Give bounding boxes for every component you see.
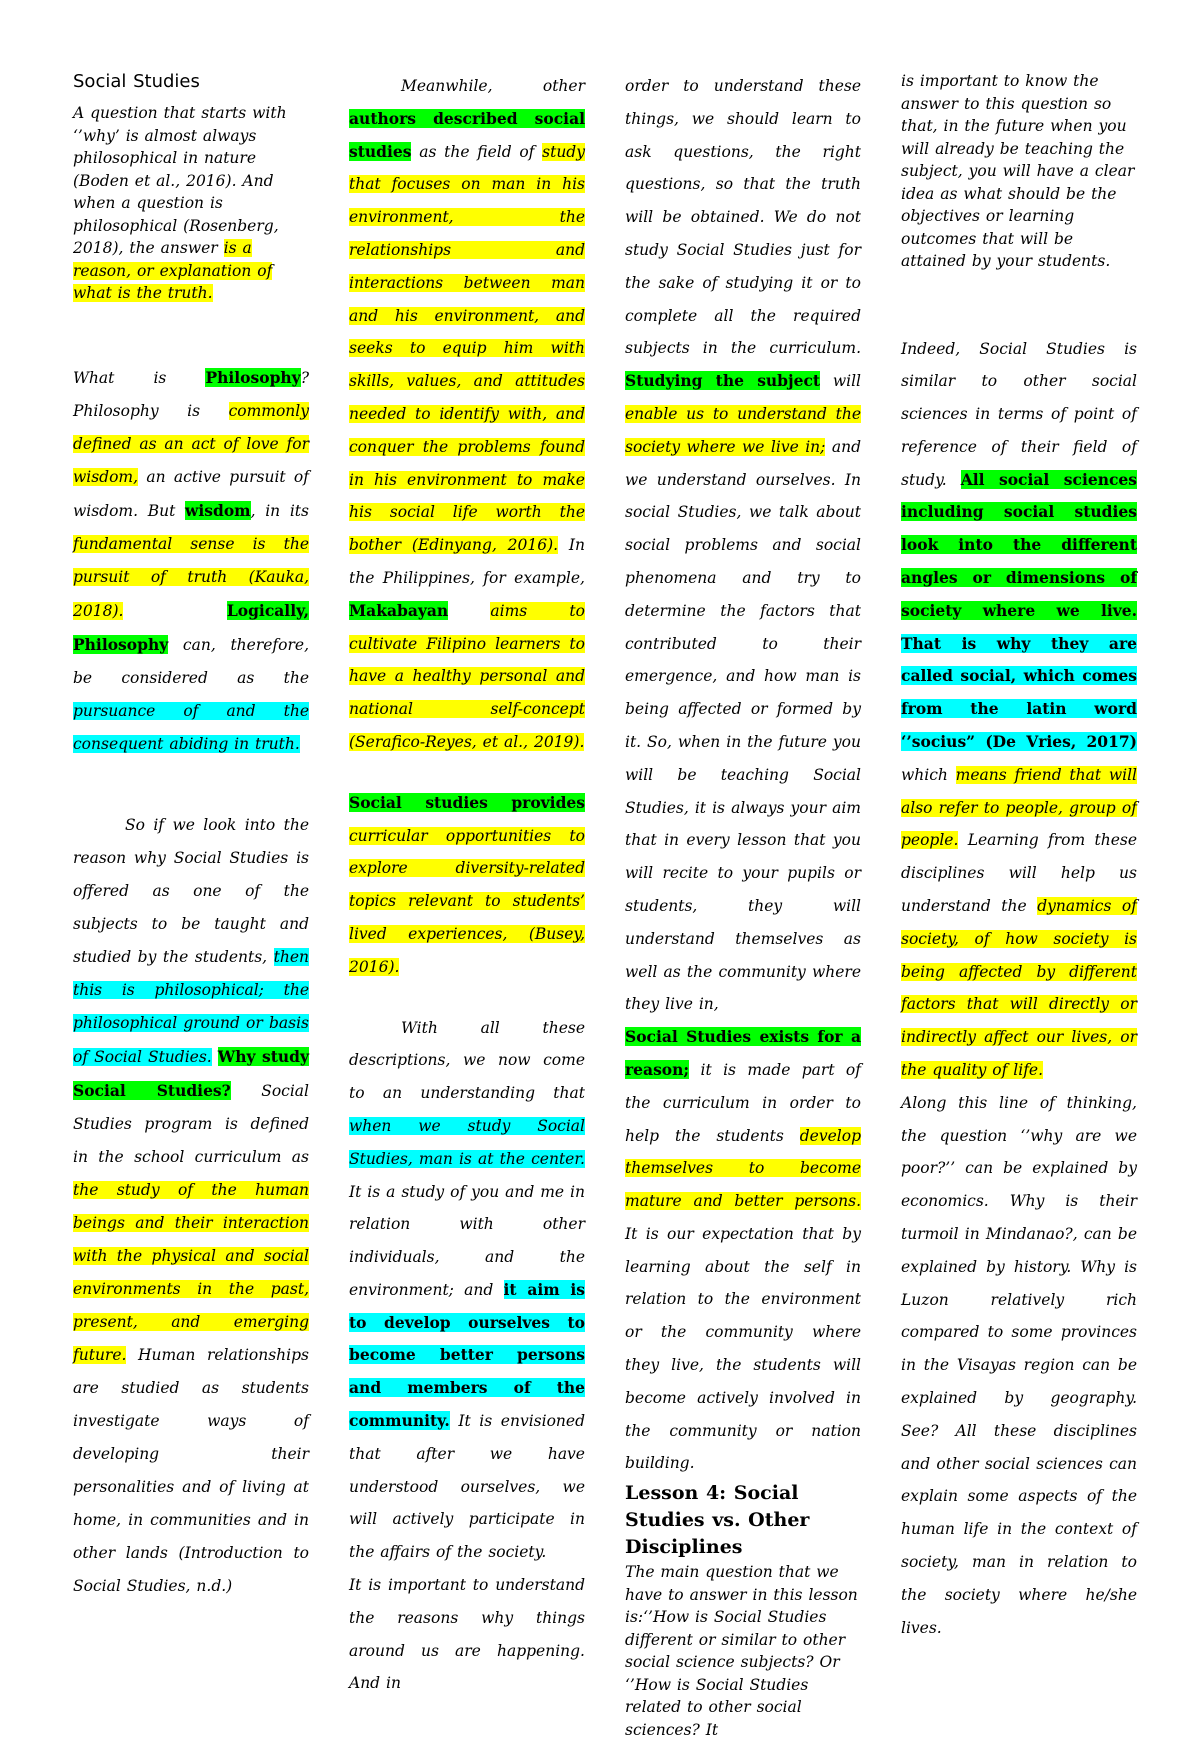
text-run: It is a study of you and me in relation with other individuals, and the environment; and: [349, 1182, 585, 1299]
text-run: is important to know the answer to this question so that, in the future when you will already be teaching the subject, you will have a clear idea as what should be the objectives or learning outcomes that will be attained by your students.: [901, 72, 1135, 270]
highlighted-text: fundamental sense is the pursuit of truth (Kauka, 2018).: [73, 534, 309, 620]
highlighted-text: authors described social studies: [349, 108, 585, 161]
paragraph: [73, 809, 309, 1603]
highlighted-text: curricular opportunities to explore diversity-related topics relevant to students’ lived experiences, (Busey, 2016).: [349, 826, 585, 976]
document-title: Social Studies: [73, 71, 200, 92]
paragraph: [349, 787, 585, 984]
highlighted-text: That is why they are called social, which comes from the latin word ‘’socius” (De Vries, 2017): [901, 633, 1137, 752]
highlighted-text: Philosophy: [205, 367, 301, 387]
column-1: [73, 70, 309, 1603]
text-run: can, therefore, be considered as the: [73, 635, 309, 687]
highlighted-text: study that focuses on man in his environment, the relationships and interactions between man and his environment, and seeks to equip him with skills, values, and attitudes needed to identify with, and conquer the problems found in his environment to make his social life worth the bother (Edinyang, 2016).: [349, 142, 585, 555]
paragraph: [349, 1012, 585, 1570]
text-run: Human relationships are studied as students investigate ways of developing their personalities and of living at home, in communities and in other lands (Introduction to Social Studies, n.d.): [73, 1345, 309, 1595]
text-run: order to understand these things, we should learn to ask questions, the right questions, so that the truth will be obtained. We do not study Social Studies just for the sake of studying it or to complete all the required subjects in the curriculum.: [625, 77, 861, 358]
text-run: Learning from these disciplines will help us understand the: [901, 831, 1137, 916]
text-run: A question that starts with ‘’why’ is almost always philosophical in nature (Boden et al., 2016). And when a question is philosophical (Rosenberg, 2018), the answer: [73, 104, 287, 257]
text-run: So if we look into the reason why Social Studies is offered as one of the subjects to be taught and studied by the students,: [73, 815, 309, 966]
paragraph: [901, 333, 1137, 1087]
text-run: and we understand ourselves. In social Studies, we talk about social problems and social phenomena and try to determine the factors that contributed to their emergence, and how man is being affected or formed by it. So, when in the future you will be teaching Social Studies, it is always your aim that in every lesson that you will recite to your pupils or students, they will understand themselves as well as the community where they live in,: [625, 437, 861, 1014]
highlighted-text: Social studies provides: [349, 792, 585, 812]
paragraph: [901, 70, 1137, 273]
text-run: [212, 1048, 218, 1066]
text-run: ? Philosophy is: [73, 368, 309, 420]
text-run: With all these descriptions, we now come to an understanding that: [349, 1018, 585, 1103]
text-run: which: [901, 765, 956, 784]
text-run: [448, 602, 490, 620]
paragraph: [349, 70, 585, 759]
paragraph: [625, 1021, 861, 1480]
text-run: an active pursuit of wisdom. But: [73, 467, 309, 520]
paragraph: [73, 102, 309, 305]
paragraph: [901, 1087, 1137, 1645]
text-run: Indeed, Social Studies is similar to other social sciences in terms of point of reference of their field of study.: [901, 339, 1137, 489]
text-run: What is: [73, 368, 206, 387]
text-run: Along this line of thinking, the question ‘’why are we poor?’’ can be explained by economics. Why is their turmoil in Mindanao?, can be explained by history. Why is Luzon relatively rich compared to some provinces in the Visayas region can be explained by geography. See? All these disciplines and other social sciences can explain some aspects of the human life in the context of society, man in relation to the society where he/she lives.: [901, 1093, 1137, 1637]
highlighted-text: Why study Social Studies?: [73, 1046, 309, 1100]
paragraph: [625, 70, 861, 1021]
text-run: as the field of: [411, 142, 543, 161]
highlighted-text: means friend that will also refer to people, group of people.: [901, 765, 1137, 850]
text-run: In the Philippines, for example,: [349, 536, 585, 587]
column-3: [625, 70, 861, 1741]
text-run: It is our expectation that by learning about the self in relation to the environment or the community where they live, the students will become actively involved in the community or nation building.: [625, 1224, 861, 1473]
text-run: Meanwhile, other: [401, 77, 585, 95]
text-run: It is envisioned that after we have understood ourselves, we will actively participate in the affairs of the society.: [349, 1412, 585, 1562]
highlighted-text: enable us to understand the society where we live in;: [625, 404, 861, 456]
highlighted-text: develop themselves to become mature and better persons.: [625, 1126, 861, 1211]
text-run: [123, 602, 226, 620]
highlighted-text: Studying the subject: [625, 371, 821, 391]
paragraph: [625, 1561, 861, 1741]
column-4: [901, 70, 1137, 1644]
highlighted-text: the study of the human beings and their interaction with the physical and social environments in the past, present, and emerging future.: [73, 1180, 309, 1364]
highlighted-text: Makabayan: [349, 600, 449, 620]
highlighted-text: Social Studies exists for a reason;: [625, 1027, 861, 1079]
column-2: [349, 70, 585, 1700]
highlighted-text: aims to cultivate Filipino learners to have a healthy personal and national self-concept (Serafico-Reyes, et al., 2019).: [349, 601, 585, 751]
text-run: Social Studies program is defined in the school curriculum as: [73, 1081, 309, 1166]
highlighted-text: it aim is to develop ourselves to become better persons and members of the community.: [349, 1279, 585, 1431]
text-run: will: [820, 372, 861, 391]
highlighted-text: commonly defined as an act of love for wisdom,: [73, 401, 309, 486]
text-run: , in its: [250, 501, 309, 520]
text-run: It is important to understand the reasons why things around us are happening. And in: [349, 1576, 585, 1693]
paragraph: [349, 1569, 585, 1700]
text-run: it is made part of the curriculum in order to help the students: [625, 1060, 861, 1145]
lesson-heading: Lesson 4: Social Studies vs. Other Disciplines: [625, 1482, 810, 1559]
highlighted-text: is a reason, or explanation of what is the truth.: [73, 239, 273, 302]
highlighted-text: pursuance of and the consequent abiding in truth.: [73, 701, 309, 753]
highlighted-text: Logically, Philosophy: [73, 600, 309, 654]
highlighted-text: All social sciences including social studies look into the different angles or dimensions of society where we live.: [901, 469, 1137, 620]
column-1-body: [73, 102, 309, 1603]
highlighted-text: when we study Social Studies, man is at the center.: [349, 1116, 585, 1168]
highlighted-text: then this is philosophical; the philosophical ground or basis of Social Studies.: [73, 947, 309, 1066]
highlighted-text: wisdom: [185, 500, 251, 520]
text-run: The main question that we have to answer in this lesson is:‘’How is Social Studies different or similar to other social science subjects? Or ‘’How is Social Studies related to other social sciences? It: [625, 1563, 858, 1739]
paragraph: [73, 361, 309, 761]
highlighted-text: dynamics of society, of how society is being affected by different factors that will directly or indirectly affect our lives, or the quality of life.: [901, 897, 1137, 1080]
